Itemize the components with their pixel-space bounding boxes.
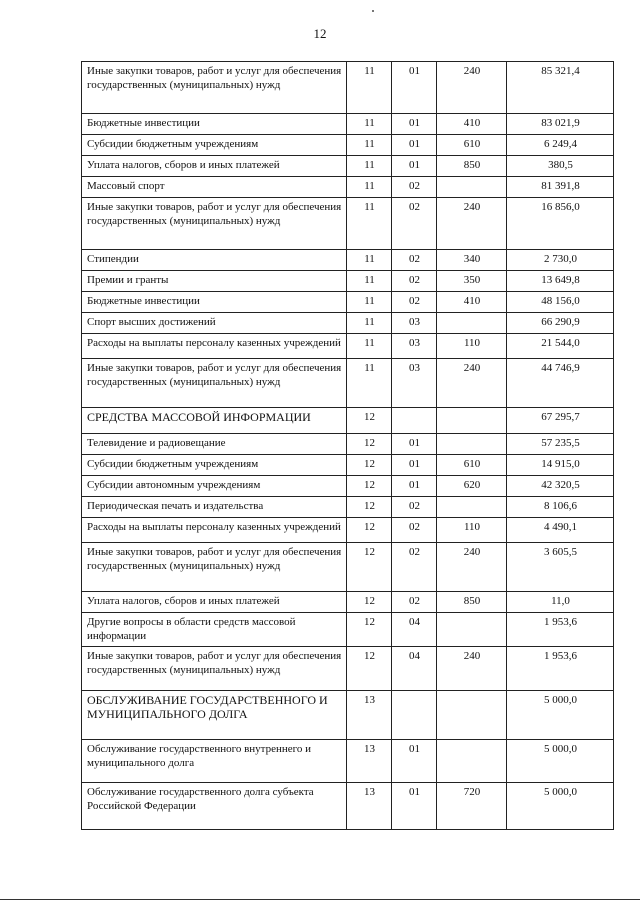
row-section-code-cell: 11 — [347, 313, 392, 334]
page-bottom-edge — [0, 899, 640, 900]
row-subsection-code-cell: 01 — [392, 455, 437, 476]
row-subsection-code-cell: 01 — [392, 62, 437, 114]
row-expense-type-cell: 610 — [437, 455, 507, 476]
row-amount-cell: 81 391,8 — [507, 177, 614, 198]
row-expense-type-cell: 240 — [437, 359, 507, 408]
row-amount-cell: 5 000,0 — [507, 783, 614, 830]
row-amount-cell: 67 295,7 — [507, 408, 614, 434]
row-subsection-code-cell: 02 — [392, 518, 437, 543]
row-expense-type-cell: 850 — [437, 592, 507, 613]
budget-table-body — [82, 62, 614, 830]
row-amount-cell: 3 605,5 — [507, 543, 614, 592]
table-section-row — [82, 691, 614, 740]
row-amount-cell: 11,0 — [507, 592, 614, 613]
row-amount-cell: 57 235,5 — [507, 434, 614, 455]
row-expense-type-cell: 410 — [437, 292, 507, 313]
row-name-cell: Периодическая печать и издательства — [82, 497, 347, 518]
row-section-code-cell: 11 — [347, 114, 392, 135]
row-section-code-cell: 11 — [347, 359, 392, 408]
row-subsection-code-cell: 02 — [392, 543, 437, 592]
row-expense-type-cell: 240 — [437, 543, 507, 592]
row-amount-cell: 48 156,0 — [507, 292, 614, 313]
row-section-code-cell: 13 — [347, 740, 392, 783]
row-name-cell: Бюджетные инвестиции — [82, 292, 347, 313]
table-row — [82, 62, 614, 114]
row-section-code-cell: 11 — [347, 198, 392, 250]
row-subsection-code-cell: 02 — [392, 271, 437, 292]
row-name-cell: Спорт высших достижений — [82, 313, 347, 334]
row-amount-cell: 66 290,9 — [507, 313, 614, 334]
table-row — [82, 476, 614, 497]
table-row — [82, 313, 614, 334]
row-expense-type-cell — [437, 313, 507, 334]
row-subsection-code-cell: 01 — [392, 135, 437, 156]
row-subsection-code-cell: 04 — [392, 647, 437, 691]
row-name-cell: СРЕДСТВА МАССОВОЙ ИНФОРМАЦИИ — [82, 408, 347, 434]
row-expense-type-cell: 720 — [437, 783, 507, 830]
row-amount-cell: 8 106,6 — [507, 497, 614, 518]
row-amount-cell: 21 544,0 — [507, 334, 614, 359]
table-row — [82, 783, 614, 830]
row-amount-cell: 16 856,0 — [507, 198, 614, 250]
table-row — [82, 177, 614, 198]
row-subsection-code-cell: 03 — [392, 334, 437, 359]
row-expense-type-cell: 110 — [437, 334, 507, 359]
table-row — [82, 497, 614, 518]
row-expense-type-cell — [437, 434, 507, 455]
row-section-code-cell: 12 — [347, 518, 392, 543]
row-subsection-code-cell: 03 — [392, 313, 437, 334]
row-subsection-code-cell: 01 — [392, 114, 437, 135]
row-expense-type-cell — [437, 408, 507, 434]
row-name-cell: Уплата налогов, сборов и иных платежей — [82, 592, 347, 613]
page-number: 12 — [313, 26, 327, 41]
table-row — [82, 292, 614, 313]
table-row — [82, 271, 614, 292]
row-amount-cell: 6 249,4 — [507, 135, 614, 156]
table-row — [82, 740, 614, 783]
row-section-code-cell: 12 — [347, 647, 392, 691]
row-subsection-code-cell: 01 — [392, 740, 437, 783]
row-expense-type-cell: 240 — [437, 647, 507, 691]
row-section-code-cell: 11 — [347, 334, 392, 359]
row-section-code-cell: 11 — [347, 177, 392, 198]
row-expense-type-cell: 410 — [437, 114, 507, 135]
table-row — [82, 250, 614, 271]
row-section-code-cell: 13 — [347, 691, 392, 740]
scan-speck — [372, 10, 374, 12]
row-subsection-code-cell: 02 — [392, 177, 437, 198]
row-name-cell: Расходы на выплаты персоналу казенных учреждений — [82, 334, 347, 359]
row-section-code-cell: 11 — [347, 271, 392, 292]
row-expense-type-cell — [437, 613, 507, 647]
row-subsection-code-cell: 02 — [392, 292, 437, 313]
row-name-cell: Другие вопросы в области средств массовой информации — [82, 613, 347, 647]
row-expense-type-cell: 110 — [437, 518, 507, 543]
row-name-cell: Стипендии — [82, 250, 347, 271]
row-section-code-cell: 11 — [347, 62, 392, 114]
row-amount-cell: 42 320,5 — [507, 476, 614, 497]
row-expense-type-cell — [437, 691, 507, 740]
row-name-cell: Бюджетные инвестиции — [82, 114, 347, 135]
row-name-cell: Обслуживание государственного внутреннего и муниципального долга — [82, 740, 347, 783]
row-name-cell: Расходы на выплаты персоналу казенных учреждений — [82, 518, 347, 543]
budget-table-container — [81, 61, 614, 830]
table-row — [82, 518, 614, 543]
row-subsection-code-cell — [392, 408, 437, 434]
row-subsection-code-cell: 02 — [392, 250, 437, 271]
table-row — [82, 434, 614, 455]
row-name-cell: Премии и гранты — [82, 271, 347, 292]
table-row — [82, 198, 614, 250]
row-amount-cell: 5 000,0 — [507, 691, 614, 740]
row-subsection-code-cell: 01 — [392, 156, 437, 177]
row-expense-type-cell: 620 — [437, 476, 507, 497]
row-section-code-cell: 11 — [347, 250, 392, 271]
row-expense-type-cell: 350 — [437, 271, 507, 292]
row-name-cell: Субсидии автономным учреждениям — [82, 476, 347, 497]
table-row — [82, 543, 614, 592]
row-name-cell: Иные закупки товаров, работ и услуг для обеспечения государственных (муниципальных) нужд — [82, 62, 347, 114]
table-row — [82, 334, 614, 359]
row-expense-type-cell: 340 — [437, 250, 507, 271]
row-subsection-code-cell: 02 — [392, 497, 437, 518]
row-subsection-code-cell: 02 — [392, 198, 437, 250]
row-section-code-cell: 12 — [347, 455, 392, 476]
row-section-code-cell: 12 — [347, 592, 392, 613]
row-section-code-cell: 11 — [347, 156, 392, 177]
row-amount-cell: 4 490,1 — [507, 518, 614, 543]
row-section-code-cell: 13 — [347, 783, 392, 830]
row-expense-type-cell — [437, 740, 507, 783]
table-row — [82, 613, 614, 647]
row-section-code-cell: 12 — [347, 497, 392, 518]
row-amount-cell: 2 730,0 — [507, 250, 614, 271]
row-subsection-code-cell: 02 — [392, 592, 437, 613]
table-row — [82, 455, 614, 476]
row-amount-cell: 44 746,9 — [507, 359, 614, 408]
row-name-cell: Телевидение и радиовещание — [82, 434, 347, 455]
table-row — [82, 359, 614, 408]
table-row — [82, 156, 614, 177]
row-expense-type-cell: 240 — [437, 62, 507, 114]
row-amount-cell: 83 021,9 — [507, 114, 614, 135]
table-row — [82, 135, 614, 156]
row-name-cell: Иные закупки товаров, работ и услуг для обеспечения государственных (муниципальных) нужд — [82, 543, 347, 592]
row-expense-type-cell — [437, 497, 507, 518]
row-amount-cell: 14 915,0 — [507, 455, 614, 476]
row-name-cell: Иные закупки товаров, работ и услуг для обеспечения государственных (муниципальных) нужд — [82, 198, 347, 250]
row-amount-cell: 85 321,4 — [507, 62, 614, 114]
row-section-code-cell: 12 — [347, 613, 392, 647]
row-subsection-code-cell: 03 — [392, 359, 437, 408]
row-amount-cell: 5 000,0 — [507, 740, 614, 783]
row-name-cell: Массовый спорт — [82, 177, 347, 198]
row-name-cell: Иные закупки товаров, работ и услуг для обеспечения государственных (муниципальных) нужд — [82, 647, 347, 691]
row-amount-cell: 1 953,6 — [507, 647, 614, 691]
row-name-cell: ОБСЛУЖИВАНИЕ ГОСУДАРСТВЕННОГО И МУНИЦИПАЛЬНОГО ДОЛГА — [82, 691, 347, 740]
table-row — [82, 647, 614, 691]
row-name-cell: Субсидии бюджетным учреждениям — [82, 455, 347, 476]
row-subsection-code-cell: 01 — [392, 434, 437, 455]
row-subsection-code-cell — [392, 691, 437, 740]
row-expense-type-cell — [437, 177, 507, 198]
table-row — [82, 592, 614, 613]
row-section-code-cell: 11 — [347, 135, 392, 156]
row-subsection-code-cell: 04 — [392, 613, 437, 647]
row-section-code-cell: 12 — [347, 476, 392, 497]
row-amount-cell: 1 953,6 — [507, 613, 614, 647]
row-name-cell: Обслуживание государственного долга субъекта Российской Федерации — [82, 783, 347, 830]
row-amount-cell: 13 649,8 — [507, 271, 614, 292]
table-row — [82, 114, 614, 135]
row-expense-type-cell: 240 — [437, 198, 507, 250]
budget-table — [81, 61, 614, 830]
row-subsection-code-cell: 01 — [392, 476, 437, 497]
row-subsection-code-cell: 01 — [392, 783, 437, 830]
row-section-code-cell: 12 — [347, 408, 392, 434]
row-expense-type-cell: 850 — [437, 156, 507, 177]
row-section-code-cell: 12 — [347, 543, 392, 592]
row-name-cell: Уплата налогов, сборов и иных платежей — [82, 156, 347, 177]
row-section-code-cell: 12 — [347, 434, 392, 455]
row-name-cell: Субсидии бюджетным учреждениям — [82, 135, 347, 156]
table-section-row — [82, 408, 614, 434]
row-section-code-cell: 11 — [347, 292, 392, 313]
row-amount-cell: 380,5 — [507, 156, 614, 177]
row-name-cell: Иные закупки товаров, работ и услуг для обеспечения государственных (муниципальных) нужд — [82, 359, 347, 408]
row-expense-type-cell: 610 — [437, 135, 507, 156]
